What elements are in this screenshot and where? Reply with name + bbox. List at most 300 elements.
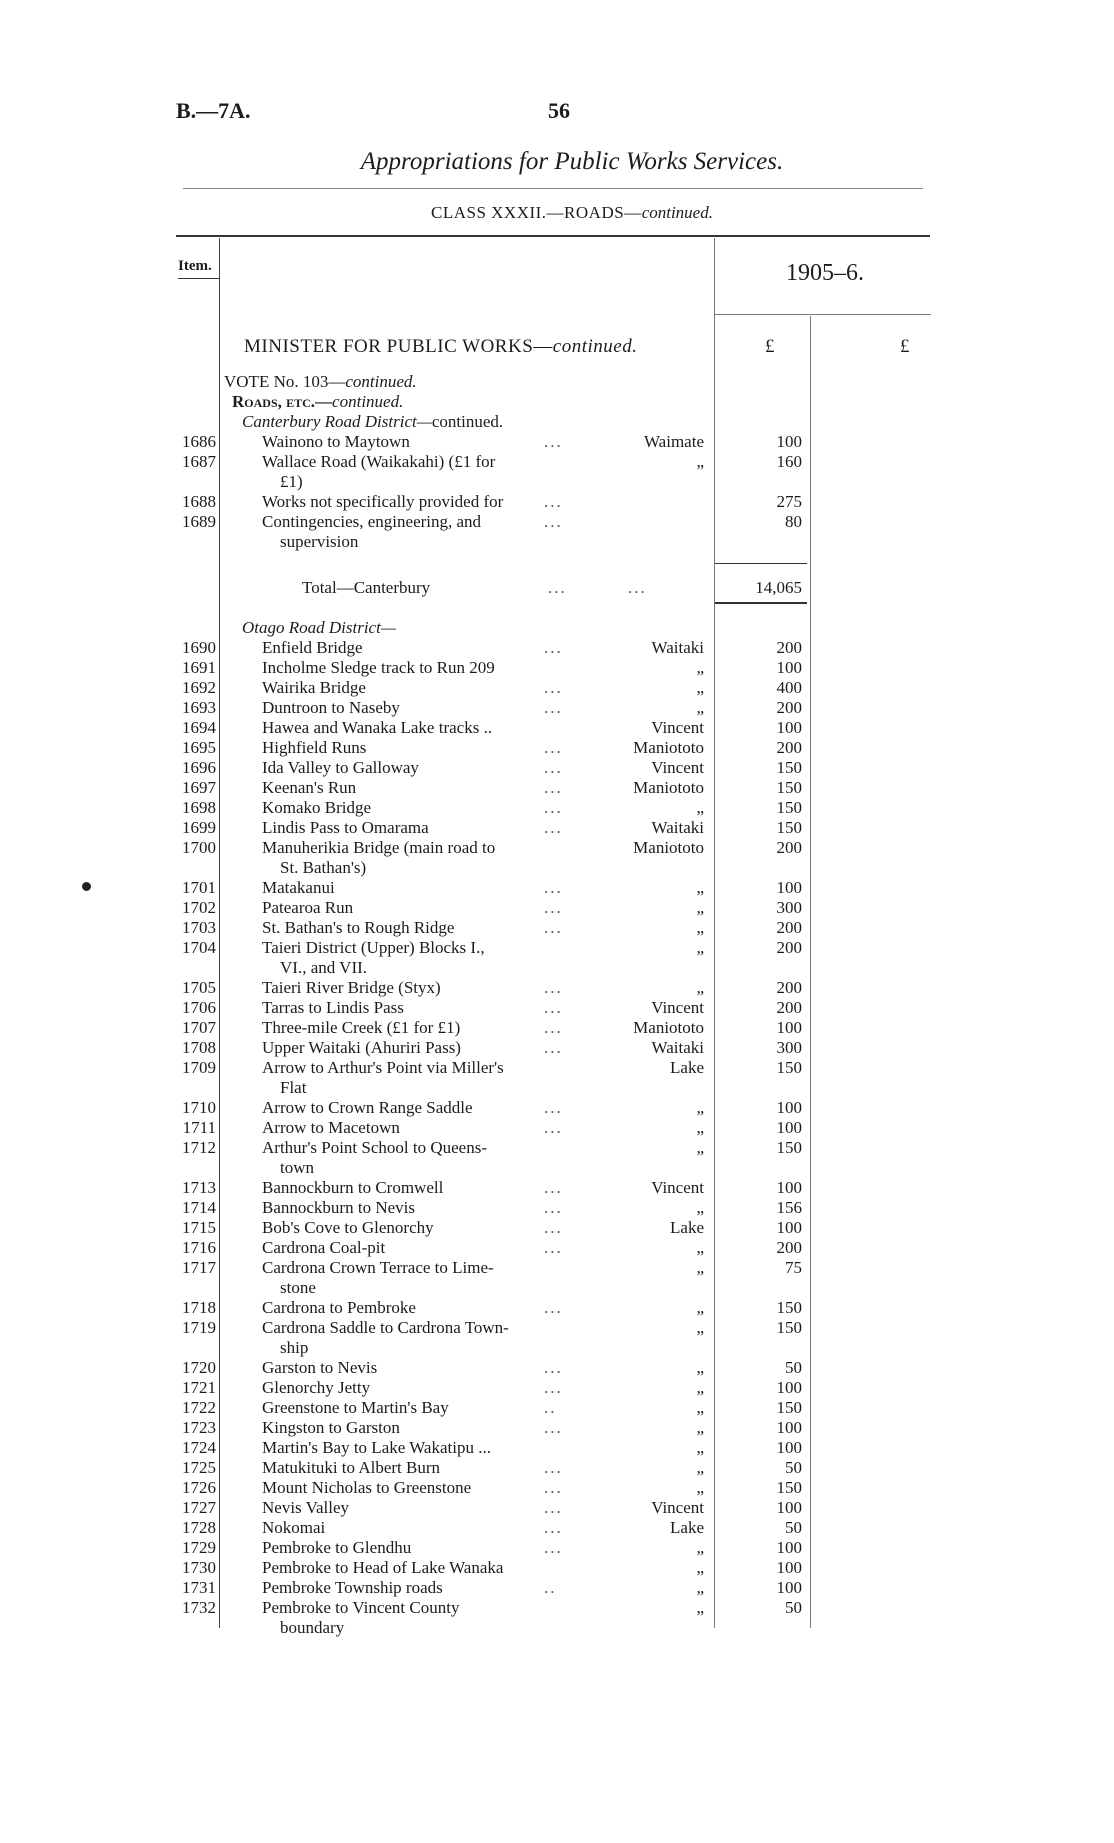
county-name: „	[696, 1378, 704, 1397]
item-number: 1701	[182, 878, 216, 897]
item-number: 1716	[182, 1238, 216, 1257]
county-name: „	[696, 1258, 704, 1277]
item-number: 1711	[182, 1118, 216, 1137]
table-row	[0, 1118, 1114, 1138]
table-row	[0, 1218, 1114, 1238]
item-description-line: Arthur's Point School to Queens-	[262, 1138, 487, 1157]
table-row	[0, 758, 1114, 778]
item-number: 1698	[182, 798, 216, 817]
item-description	[262, 1138, 570, 1178]
county-name: Lake	[670, 1518, 704, 1537]
leader-dots: ...	[544, 998, 563, 1017]
leader-dots: ...	[544, 1378, 563, 1397]
canterbury-heading	[242, 412, 503, 432]
item-number: 1719	[182, 1318, 216, 1337]
leader-dots: ...	[544, 1018, 563, 1037]
leader-dots: ...	[544, 898, 563, 917]
item-number: 1707	[182, 1018, 216, 1037]
item-description-line: Arrow to Macetown	[262, 1118, 400, 1137]
item-description-line: Kingston to Garston	[262, 1418, 400, 1437]
table-row	[0, 1578, 1114, 1598]
table-row	[0, 898, 1114, 918]
county-name: „	[696, 1358, 704, 1377]
paper-code: B.—7A.	[176, 98, 251, 123]
county-name: „	[696, 1438, 704, 1457]
amount-value: 150	[776, 1318, 802, 1337]
amount-value: 100	[776, 1018, 802, 1037]
county-name: „	[696, 1478, 704, 1497]
amount-value: 150	[776, 818, 802, 837]
table-row	[0, 1398, 1114, 1418]
amount-value: 200	[776, 998, 802, 1017]
table-row	[0, 1538, 1114, 1558]
county-name: „	[696, 1578, 704, 1597]
item-description-line: Arrow to Crown Range Saddle	[262, 1098, 473, 1117]
item-description-line: Matukituki to Albert Burn	[262, 1458, 441, 1477]
table-row	[0, 1178, 1114, 1198]
item-number: 1689	[182, 512, 216, 531]
table-row	[0, 778, 1114, 798]
item-description-line: Cardrona to Pembroke	[262, 1298, 416, 1317]
table-row	[0, 838, 1114, 877]
amount-value: 200	[776, 738, 802, 757]
item-description-line: Patearoa Run	[262, 898, 354, 917]
item-description	[262, 1578, 570, 1598]
item-description-line: Greenstone to Martin's Bay	[262, 1398, 449, 1417]
table-row	[0, 678, 1114, 698]
table-row	[0, 512, 1114, 551]
item-description	[262, 1018, 570, 1038]
item-description-line: Pembroke to Head of Lake Wanaka	[262, 1558, 504, 1577]
item-description-line: Taieri District (Upper) Blocks I.,	[262, 938, 485, 957]
item-description	[262, 918, 570, 938]
item-description	[262, 1558, 570, 1578]
leader-dots: ..	[544, 1578, 557, 1597]
table-top-rule	[176, 235, 930, 237]
item-description	[262, 1178, 570, 1198]
county-name: „	[696, 452, 704, 471]
table-row	[0, 1098, 1114, 1118]
canterbury-heading-label: Canterbury Road District—	[242, 412, 432, 431]
item-description-line: Works not specifically provided for	[262, 492, 504, 511]
item-description	[262, 1538, 570, 1558]
item-number: 1693	[182, 698, 216, 717]
amount-value: 100	[776, 1538, 802, 1557]
county-name: Lake	[670, 1058, 704, 1077]
item-description	[262, 898, 570, 918]
amount-value: 100	[776, 1378, 802, 1397]
leader-dots: ...	[544, 638, 563, 657]
vote-continued: continued.	[345, 372, 417, 391]
amount-value: 200	[776, 938, 802, 957]
amount-value: 100	[776, 658, 802, 677]
item-description	[262, 638, 570, 658]
item-description	[262, 1198, 570, 1218]
item-description-line: Upper Waitaki (Ahuriri Pass)	[262, 1038, 461, 1057]
item-number: 1696	[182, 758, 216, 777]
table-row	[0, 938, 1114, 977]
item-description-continuation: St. Bathan's)	[280, 858, 367, 877]
leader-dots: ...	[544, 1458, 563, 1477]
county-name: Vincent	[651, 718, 704, 737]
table-row	[0, 1038, 1114, 1058]
item-description	[262, 432, 570, 452]
county-name: „	[696, 1538, 704, 1557]
table-row	[0, 1478, 1114, 1498]
table-row	[0, 1358, 1114, 1378]
leader-dots: ...	[544, 1418, 563, 1437]
table-row	[0, 1518, 1114, 1538]
amount-value: 100	[776, 1098, 802, 1117]
item-description	[262, 1298, 570, 1318]
county-name: „	[696, 1118, 704, 1137]
table-row	[0, 718, 1114, 738]
amount-value: 100	[776, 1558, 802, 1577]
item-description	[262, 452, 570, 492]
county-name: „	[696, 1098, 704, 1117]
otago-heading	[242, 618, 396, 638]
county-name: „	[696, 918, 704, 937]
amount-value: 275	[776, 492, 802, 511]
minister-heading	[244, 336, 637, 358]
county-name: Waitaki	[651, 1038, 704, 1057]
item-description-line: Hawea and Wanaka Lake tracks ..	[262, 718, 493, 737]
item-description	[262, 878, 570, 898]
item-description	[262, 1118, 570, 1138]
county-name: „	[696, 938, 704, 957]
table-row	[0, 638, 1114, 658]
county-name: „	[696, 978, 704, 997]
amount-value: 150	[776, 798, 802, 817]
amount-value: 150	[776, 778, 802, 797]
page-number: 56	[548, 98, 570, 123]
item-description-line: Matakanui	[262, 878, 335, 897]
amount-value: 100	[776, 1578, 802, 1597]
item-description	[262, 492, 570, 512]
county-name: „	[696, 878, 704, 897]
item-description-line: Cardrona Coal-pit	[262, 1238, 386, 1257]
county-name: „	[696, 1298, 704, 1317]
table-row	[0, 1058, 1114, 1097]
item-number: 1714	[182, 1198, 216, 1217]
amount-value: 100	[776, 1418, 802, 1437]
item-description-continuation: supervision	[280, 532, 359, 551]
margin-ink-mark	[82, 882, 91, 891]
item-number: 1691	[182, 658, 216, 677]
item-description-line: Tarras to Lindis Pass	[262, 998, 404, 1017]
class-label: CLASS XXXII.—ROADS—	[431, 203, 642, 222]
item-description	[262, 1038, 570, 1058]
item-description	[262, 512, 570, 552]
item-description	[262, 818, 570, 838]
item-description-continuation: £1)	[280, 472, 303, 491]
amount-value: 100	[776, 1118, 802, 1137]
item-description	[262, 1418, 570, 1438]
table-row	[0, 998, 1114, 1018]
item-number: 1726	[182, 1478, 216, 1497]
table-row	[0, 818, 1114, 838]
table-row	[0, 1418, 1114, 1438]
amount-value: 150	[776, 1138, 802, 1157]
county-name: „	[696, 798, 704, 817]
item-number: 1688	[182, 492, 216, 511]
item-description-line: Glenorchy Jetty	[262, 1378, 371, 1397]
amount-value: 200	[776, 698, 802, 717]
item-description-line: Wairika Bridge	[262, 678, 366, 697]
county-name: „	[696, 698, 704, 717]
amount-value: 50	[785, 1458, 802, 1477]
table-row	[0, 1598, 1114, 1637]
item-description-line: Manuherikia Bridge (main road to	[262, 838, 496, 857]
leader-dots: ..	[544, 1398, 557, 1417]
item-number: 1723	[182, 1418, 216, 1437]
table-row	[0, 1458, 1114, 1478]
table-row	[0, 1318, 1114, 1357]
leader-dots: ...	[544, 1538, 563, 1557]
item-number: 1717	[182, 1258, 216, 1277]
table-row	[0, 1138, 1114, 1177]
leader-dots: ...	[544, 1178, 563, 1197]
county-name: „	[696, 1598, 704, 1617]
amount-value: 80	[785, 512, 802, 531]
table-row	[0, 918, 1114, 938]
leader-dots: ...	[544, 778, 563, 797]
year-heading: 1905–6.	[786, 260, 864, 286]
item-description-line: Cardrona Saddle to Cardrona Town-	[262, 1318, 509, 1337]
item-description-line: Keenan's Run	[262, 778, 357, 797]
item-description	[262, 1458, 570, 1478]
leader-dots: ...	[544, 918, 563, 937]
otago-heading-label: Otago Road District—	[242, 618, 396, 637]
minister-label: MINISTER FOR PUBLIC WORKS—	[244, 336, 553, 357]
canterbury-heading-suffix: continued.	[431, 412, 504, 431]
leader-dots: ...	[544, 1298, 563, 1317]
vote-label: VOTE No. 103—	[224, 372, 346, 391]
amount-value: 50	[785, 1518, 802, 1537]
county-name: „	[696, 1418, 704, 1437]
county-name: „	[696, 1318, 704, 1337]
leader-dots: ...	[544, 678, 563, 697]
item-description	[262, 998, 570, 1018]
amount-value: 200	[776, 838, 802, 857]
item-number: 1687	[182, 452, 216, 471]
table-row	[0, 1298, 1114, 1318]
leader-dots: ...	[544, 512, 563, 531]
item-description-continuation: stone	[280, 1278, 316, 1297]
amount-value: 50	[785, 1358, 802, 1377]
item-description-continuation: Flat	[280, 1078, 307, 1097]
total-leader-dots: ...	[548, 578, 567, 597]
table-row	[0, 798, 1114, 818]
total-label: Total—Canterbury	[302, 578, 431, 597]
item-description-line: Highfield Runs	[262, 738, 367, 757]
leader-dots: ...	[544, 978, 563, 997]
item-description-continuation: VI., and VII.	[280, 958, 368, 977]
item-description	[262, 1498, 570, 1518]
item-number: 1690	[182, 638, 216, 657]
total-double-rule	[715, 602, 807, 604]
item-description-line: Bannockburn to Nevis	[262, 1198, 415, 1217]
county-name: Vincent	[651, 1498, 704, 1517]
leader-dots: ...	[544, 798, 563, 817]
item-description-line: Enfield Bridge	[262, 638, 363, 657]
county-name: Vincent	[651, 758, 704, 777]
county-name: Waitaki	[651, 818, 704, 837]
item-description-continuation: boundary	[280, 1618, 345, 1637]
leader-dots: ...	[544, 1118, 563, 1137]
item-description	[262, 1258, 570, 1298]
item-description-continuation: town	[280, 1158, 314, 1177]
vote-heading	[224, 372, 417, 392]
table-row	[0, 658, 1114, 678]
county-name: „	[696, 1558, 704, 1577]
item-number: 1722	[182, 1398, 216, 1417]
county-name: Waimate	[644, 432, 704, 451]
page-title: Appropriations for Public Works Services.	[360, 148, 784, 175]
item-number: 1720	[182, 1358, 216, 1377]
item-number: 1692	[182, 678, 216, 697]
item-description-line: Cardrona Crown Terrace to Lime-	[262, 1258, 494, 1277]
item-number: 1695	[182, 738, 216, 757]
amount-value: 75	[785, 1258, 802, 1277]
table-row	[0, 452, 1114, 491]
amount-value: 150	[776, 1398, 802, 1417]
leader-dots: ...	[544, 432, 563, 451]
amount-value: 150	[776, 1058, 802, 1077]
county-name: „	[696, 1138, 704, 1157]
item-description-line: Wallace Road (Waikakahi) (£1 for	[262, 452, 496, 471]
leader-dots: ...	[544, 738, 563, 757]
item-number: 1708	[182, 1038, 216, 1057]
item-number: 1725	[182, 1458, 216, 1477]
item-description	[262, 1098, 570, 1118]
item-description	[262, 1358, 570, 1378]
item-number: 1721	[182, 1378, 216, 1397]
item-description-line: Taieri River Bridge (Styx)	[262, 978, 441, 997]
amount-value: 100	[776, 1218, 802, 1237]
item-description-line: Contingencies, engineering, and	[262, 512, 482, 531]
item-description-line: Three-mile Creek (£1 for £1)	[262, 1018, 461, 1037]
item-description-line: Garston to Nevis	[262, 1358, 378, 1377]
leader-dots: ...	[544, 1498, 563, 1517]
item-description	[262, 778, 570, 798]
item-number: 1699	[182, 818, 216, 837]
amount-value: 100	[776, 1178, 802, 1197]
item-column-heading: Item.	[178, 258, 212, 274]
item-description-line: Komako Bridge	[262, 798, 372, 817]
county-name: Waitaki	[651, 638, 704, 657]
item-description-line: St. Bathan's to Rough Ridge	[262, 918, 455, 937]
leader-dots: ...	[544, 758, 563, 777]
county-name: Maniototo	[633, 778, 704, 797]
table-row	[0, 1238, 1114, 1258]
item-number: 1718	[182, 1298, 216, 1317]
item-description-line: Duntroon to Naseby	[262, 698, 400, 717]
table-row	[0, 698, 1114, 718]
county-name: Maniototo	[633, 1018, 704, 1037]
item-description	[262, 758, 570, 778]
item-number: 1702	[182, 898, 216, 917]
item-description	[262, 838, 570, 878]
item-description-line: Lindis Pass to Omarama	[262, 818, 429, 837]
item-description	[262, 1218, 570, 1238]
item-description-line: Incholme Sledge track to Run 209	[262, 658, 495, 677]
leader-dots: ...	[544, 818, 563, 837]
item-description	[262, 698, 570, 718]
item-number: 1700	[182, 838, 216, 857]
table-row	[0, 1498, 1114, 1518]
class-continued: continued.	[641, 203, 713, 222]
leader-dots: ...	[544, 698, 563, 717]
amount-value: 50	[785, 1598, 802, 1617]
item-number: 1715	[182, 1218, 216, 1237]
item-heading-rule	[178, 278, 220, 279]
county-name: Lake	[670, 1218, 704, 1237]
item-description-line: Wainono to Maytown	[262, 432, 410, 451]
item-description	[262, 658, 570, 678]
item-number: 1686	[182, 432, 216, 451]
item-number: 1713	[182, 1178, 216, 1197]
item-number: 1704	[182, 938, 216, 957]
item-description	[262, 1238, 570, 1258]
table-row	[0, 978, 1114, 998]
amount-value: 100	[776, 432, 802, 451]
amount-value: 300	[776, 1038, 802, 1057]
item-number: 1694	[182, 718, 216, 737]
leader-dots: ...	[544, 1358, 563, 1377]
item-description	[262, 738, 570, 758]
amount-value: 150	[776, 1298, 802, 1317]
county-name: Maniototo	[633, 738, 704, 757]
amount-value: 100	[776, 878, 802, 897]
item-number: 1710	[182, 1098, 216, 1117]
table-row	[0, 1438, 1114, 1458]
leader-dots: ...	[544, 492, 563, 511]
leader-dots: ...	[544, 1478, 563, 1497]
item-description	[262, 1518, 570, 1538]
item-description-line: Nokomai	[262, 1518, 326, 1537]
minister-continued: continued.	[552, 336, 638, 357]
title-rule	[183, 188, 923, 189]
item-description	[262, 1478, 570, 1498]
county-name: „	[696, 678, 704, 697]
item-description-line: Bannockburn to Cromwell	[262, 1178, 444, 1197]
item-number: 1706	[182, 998, 216, 1017]
amount-value: 200	[776, 978, 802, 997]
table-row	[0, 492, 1114, 512]
table-row	[0, 878, 1114, 898]
county-name: „	[696, 898, 704, 917]
roads-label: Roads, etc.—	[232, 392, 333, 411]
amount-value: 100	[776, 718, 802, 737]
county-name: „	[696, 1238, 704, 1257]
item-description-line: Mount Nicholas to Greenstone	[262, 1478, 472, 1497]
item-description-line: Pembroke to Vincent County	[262, 1598, 460, 1617]
item-number: 1727	[182, 1498, 216, 1517]
item-number: 1729	[182, 1538, 216, 1557]
total-amount: 14,065	[755, 578, 802, 597]
amount-value: 156	[776, 1198, 802, 1217]
item-description	[262, 1058, 570, 1098]
item-number: 1730	[182, 1558, 216, 1577]
table-row	[0, 432, 1114, 452]
table-row	[0, 1018, 1114, 1038]
leader-dots: ...	[544, 878, 563, 897]
item-description	[262, 1318, 570, 1358]
leader-dots: ...	[544, 1238, 563, 1257]
item-number: 1697	[182, 778, 216, 797]
table-row	[0, 738, 1114, 758]
